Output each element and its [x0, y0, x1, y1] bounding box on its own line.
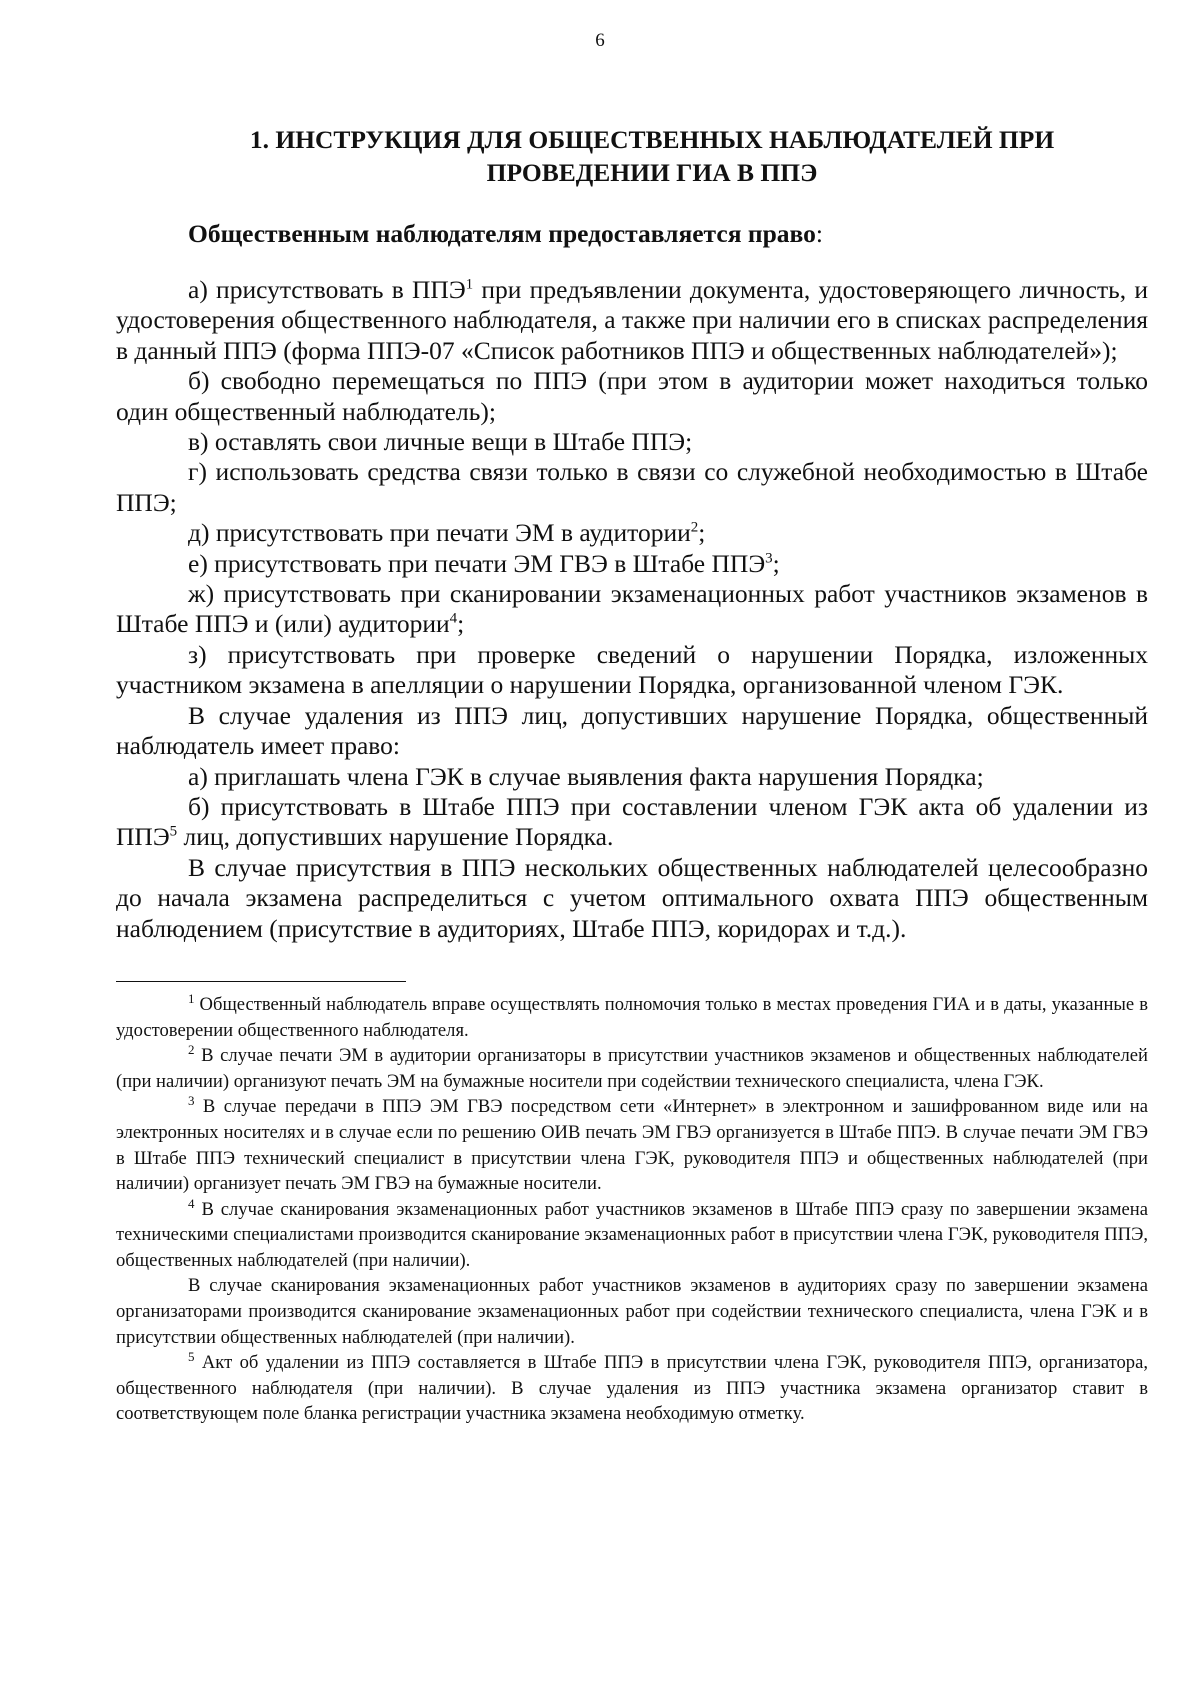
right-item-z: з) присутствовать при проверке сведений о нарушении Порядка, изложенных участником экзамена в апелляции о нарушении Порядка, организованной членом ГЭК. [116, 639, 1148, 700]
page-number: 6 [595, 30, 605, 51]
title-line-1: 1. ИНСТРУКЦИЯ ДЛЯ ОБЩЕСТВЕННЫХ НАБЛЮДАТЕЛЕЙ ПРИ [249, 125, 1055, 154]
multiple-observers-paragraph: В случае присутствия в ППЭ нескольких общественных наблюдателей целесообразно до начала экзамена распределиться с учетом оптимального охвата ППЭ общественным наблюдением (присутствие в аудиториях, Штабе ППЭ, коридорах и т.д.). [116, 852, 1148, 943]
removal-intro: В случае удаления из ППЭ лиц, допустивших нарушение Порядка, общественный наблюдатель имеет право: [116, 700, 1148, 761]
right-item-g: г) использовать средства связи только в связи со служебной необходимостью в Штабе ППЭ; [116, 457, 1148, 517]
right-item-b: б) свободно перемещаться по ППЭ (при этом в аудитории может находиться только один общественный наблюдатель); [116, 366, 1148, 426]
right-item-v: в) оставлять свои личные вещи в Штабе ППЭ; [188, 427, 693, 457]
footnote-ref-3: 3 [765, 550, 773, 567]
footnote-ref-2: 2 [690, 519, 699, 536]
document-content [116, 123, 1148, 1427]
right-item-d: д) присутствовать при печати ЭМ в аудитории$^2$; [188, 518, 706, 548]
removal-item-b: б) присутствовать в Штабе ППЭ при составлении членом ГЭК акта об удалении из ППЭ$^5$ лиц, допустивших нарушение Порядка. [116, 791, 1148, 852]
footnote-ref-1: 1 [465, 276, 474, 293]
right-item-zh: ж) присутствовать при сканировании экзаменационных работ участников экзаменов в Штабе ППЭ и (или) аудитории$^4$; [116, 579, 1148, 639]
footnote-4-continuation: В случае сканирования экзаменационных работ участников экзаменов в аудиториях сразу по завершении экзамена организаторами производится сканирование экзаменационных работ при содействии технического специалиста, члена ГЭК и в присутствии общественных наблюдателей (при наличии). [116, 1275, 1148, 1348]
right-item-a: а) присутствовать в ППЭ$^1$ при предъявлении документа, удостоверяющего личность, и удостоверения общественного наблюдателя, а также при наличии его в списках распределения в данный ППЭ (форма ППЭ-07 «Список работников ППЭ и общественных наблюдателей»); [116, 275, 1148, 365]
footnote-ref-5: 5 [169, 823, 178, 840]
removal-item-a: а) приглашать члена ГЭК в случае выявления факта нарушения Порядка; [188, 761, 984, 791]
footnote-2: $^2$ В случае печати ЭМ в аудитории организаторы в присутствии участников экзаменов и общественных наблюдателей (при наличии) организуют печать ЭМ на бумажные носители при содействии технического специалиста, члена ГЭК. [116, 1041, 1148, 1092]
intro-colon: : [815, 219, 823, 248]
footnote-divider [116, 981, 406, 982]
intro-bold-text: Общественным наблюдателям предоставляется право [188, 219, 816, 248]
footnote-1: $^1$ Общественный наблюдатель вправе осуществлять полномочия только в местах проведения ГИА и в даты, указанные в удостоверении общественного наблюдателя. [116, 990, 1148, 1041]
footnote-4: $^4$ В случае сканирования экзаменационных работ участников экзаменов в Штабе ППЭ сразу по завершении экзамена техническими специалистами производится сканирование экзаменационных работ в присутствии члена ГЭК, руководителя ППЭ, общественных наблюдателей (при наличии). [116, 1195, 1148, 1271]
footnotes [116, 992, 1148, 1427]
body-text [116, 275, 1148, 944]
footnote-3: $^3$ В случае передачи в ППЭ ЭМ ГВЭ посредством сети «Интернет» в электронном и зашифрованном виде или на электронных носителях и в случае если по решению ОИВ печать ЭМ ГВЭ организуется в Штабе ППЭ. В случае печати ЭМ ГВЭ в Штабе ППЭ технический специалист в присутствии члена ГЭК, руководителя ППЭ и общественных наблюдателей (при наличии) организует печать ЭМ ГВЭ на бумажные носители. [116, 1093, 1148, 1195]
page-title [116, 123, 1148, 189]
footnote-5: $^5$ Акт об удалении из ППЭ составляется в Штабе ППЭ в присутствии члена ГЭК, руководителя ППЭ, организатора, общественного наблюдателя (при наличии). В случае удаления из ППЭ участника экзамена организатор ставит в соответствующем поле бланка регистрации участника экзамена необходимую отметку. [116, 1349, 1148, 1425]
right-item-e: е) присутствовать при печати ЭМ ГВЭ в Штабе ППЭ$^3$; [188, 548, 780, 578]
title-line-2: ПРОВЕДЕНИИ ГИА В ППЭ [486, 158, 818, 187]
intro-paragraph [116, 218, 1148, 249]
footnote-ref-4: 4 [449, 610, 458, 627]
